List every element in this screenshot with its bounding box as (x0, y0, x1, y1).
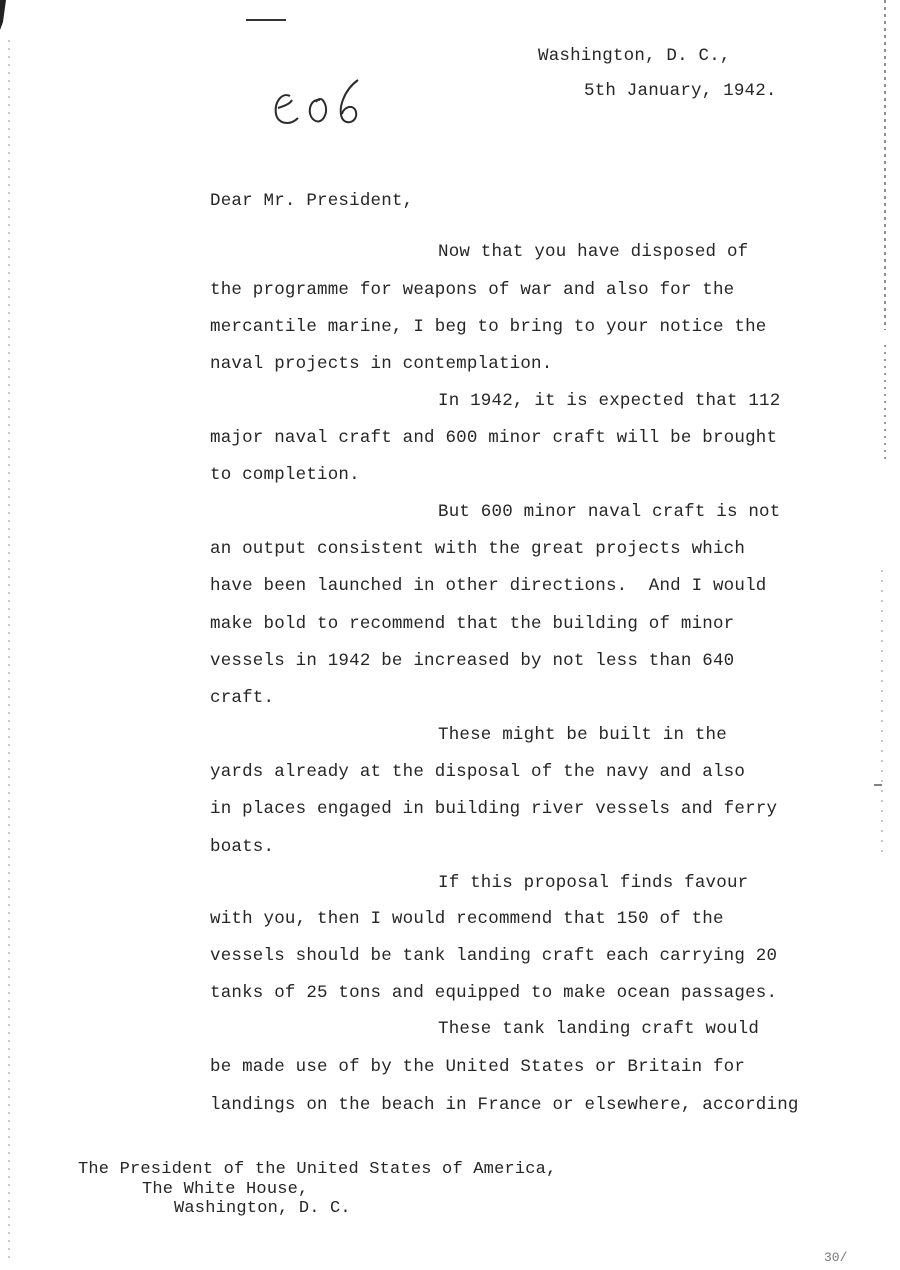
body-line: major naval craft and 600 minor craft will be brought (210, 428, 778, 448)
body-line: make bold to recommend that the building of minor (210, 614, 735, 634)
body-line: Now that you have disposed of (438, 242, 749, 262)
body-line: to completion. (210, 465, 360, 485)
scan-right-edge (870, 0, 900, 1270)
body-line: be made use of by the United States or Britain for (210, 1057, 746, 1077)
address-line: Washington, D. C. (174, 1199, 351, 1218)
page-mark: 30/ (824, 1250, 848, 1265)
scan-left-edge (0, 0, 14, 1270)
body-line: mercantile marine, I beg to bring to your notice the (210, 317, 767, 337)
body-line: vessels in 1942 be increased by not less than 640 (210, 651, 735, 671)
body-line: have been launched in other directions. And I would (210, 576, 767, 596)
body-line: These might be built in the (438, 725, 727, 745)
body-line: in places engaged in building river vessels and ferry (210, 799, 778, 819)
handwritten-reference (268, 74, 364, 130)
body-line: In 1942, it is expected that 112 (438, 391, 781, 411)
letter-date: 5th January, 1942. (584, 81, 777, 101)
body-line: yards already at the disposal of the navy and also (210, 762, 746, 782)
body-line: with you, then I would recommend that 150 of the (210, 909, 724, 929)
address-line: The White House, (142, 1180, 309, 1199)
body-line: an output consistent with the great projects which (210, 539, 746, 559)
body-line: naval projects in contemplation. (210, 354, 553, 374)
letter-place: Washington, D. C., (538, 46, 731, 66)
body-line: If this proposal finds favour (438, 873, 749, 893)
address-line: The President of the United States of America, (78, 1160, 557, 1179)
body-line: These tank landing craft would (438, 1019, 760, 1039)
top-dash-mark (246, 19, 286, 21)
body-line: craft. (210, 688, 275, 708)
salutation: Dear Mr. President, (210, 191, 414, 211)
body-line: tanks of 25 tons and equipped to make ocean passages. (210, 983, 778, 1003)
body-line: But 600 minor naval craft is not (438, 502, 781, 522)
body-line: boats. (210, 837, 275, 857)
body-line: landings on the beach in France or elsewhere, according (210, 1095, 799, 1115)
body-line: the programme for weapons of war and also for the (210, 280, 735, 300)
body-line: vessels should be tank landing craft each carrying 20 (210, 946, 778, 966)
